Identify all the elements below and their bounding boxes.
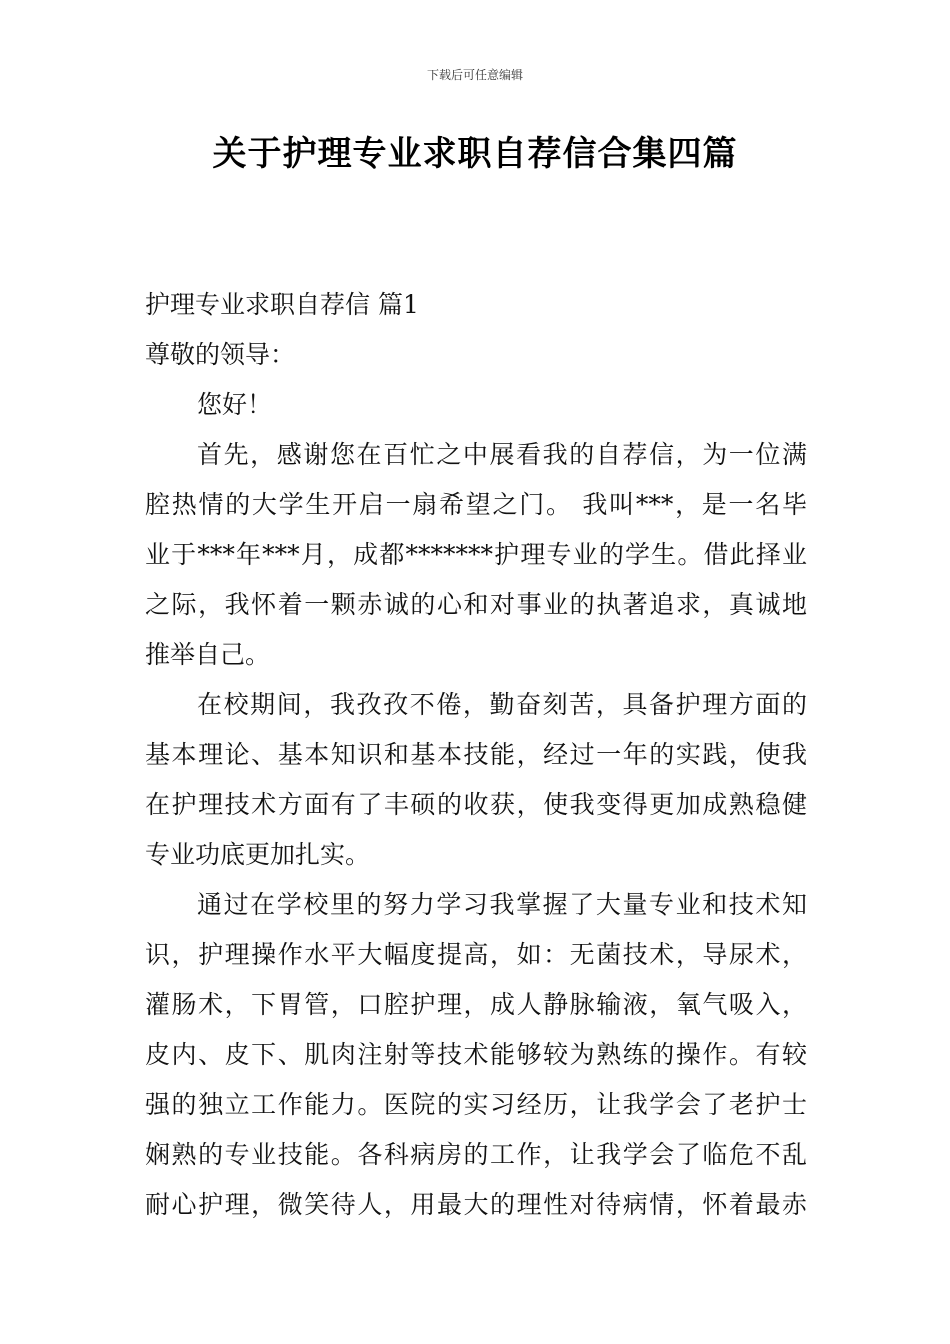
paragraph-line: 皮内、皮下、肌肉注射等技术能够较为熟练的操作。有较 [145, 1040, 807, 1069]
paragraph-line: 耐心护理，微笑待人，用最大的理性对待病情，怀着最赤 [145, 1190, 807, 1219]
paragraph-line: 基本理论、基本知识和基本技能，经过一年的实践，使我 [145, 740, 807, 769]
section-heading: 护理专业求职自荐信 篇1 [145, 290, 419, 319]
paragraph-line: 首先，感谢您在百忙之中展看我的自荐信，为一位满 [197, 440, 807, 469]
header-note: 下载后可任意编辑 [426, 68, 523, 82]
greeting: 您好！ [197, 390, 273, 419]
document-title: 关于护理专业求职自荐信合集四篇 [212, 134, 738, 174]
paragraph-line: 在校期间，我孜孜不倦，勤奋刻苦，具备护理方面的 [197, 690, 807, 719]
paragraph-line: 通过在学校里的努力学习我掌握了大量专业和技术知 [197, 890, 807, 919]
document-body [145, 280, 807, 1230]
paragraph-line: 强的独立工作能力。医院的实习经历，让我学会了老护士 [145, 1090, 807, 1119]
paragraph-line: 之际，我怀着一颗赤诚的心和对事业的执著追求，真诚地 [145, 590, 807, 619]
salutation: 尊敬的领导： [145, 340, 296, 369]
paragraph-line: 业于***年***月，成都*******护理专业的学生。借此择业 [145, 540, 807, 569]
paragraph-line: 灌肠术，下胃管，口腔护理，成人静脉输液，氧气吸入， [145, 990, 807, 1019]
paragraph-1 [145, 430, 807, 680]
paragraph-line: 推举自己。 [145, 640, 271, 669]
paragraph-line: 在护理技术方面有了丰硕的收获，使我变得更加成熟稳健 [145, 790, 807, 819]
paragraph-line: 专业功底更加扎实。 [145, 840, 371, 869]
paragraph-line: 腔热情的大学生开启一扇希望之门。 我叫***，是一名毕 [145, 490, 807, 519]
paragraph-3 [145, 880, 807, 1230]
paragraph-2 [145, 680, 807, 880]
paragraph-line: 识，护理操作水平大幅度提高，如：无菌技术，导尿术， [145, 940, 807, 969]
paragraph-line: 娴熟的专业技能。各科病房的工作，让我学会了临危不乱 [145, 1140, 807, 1169]
